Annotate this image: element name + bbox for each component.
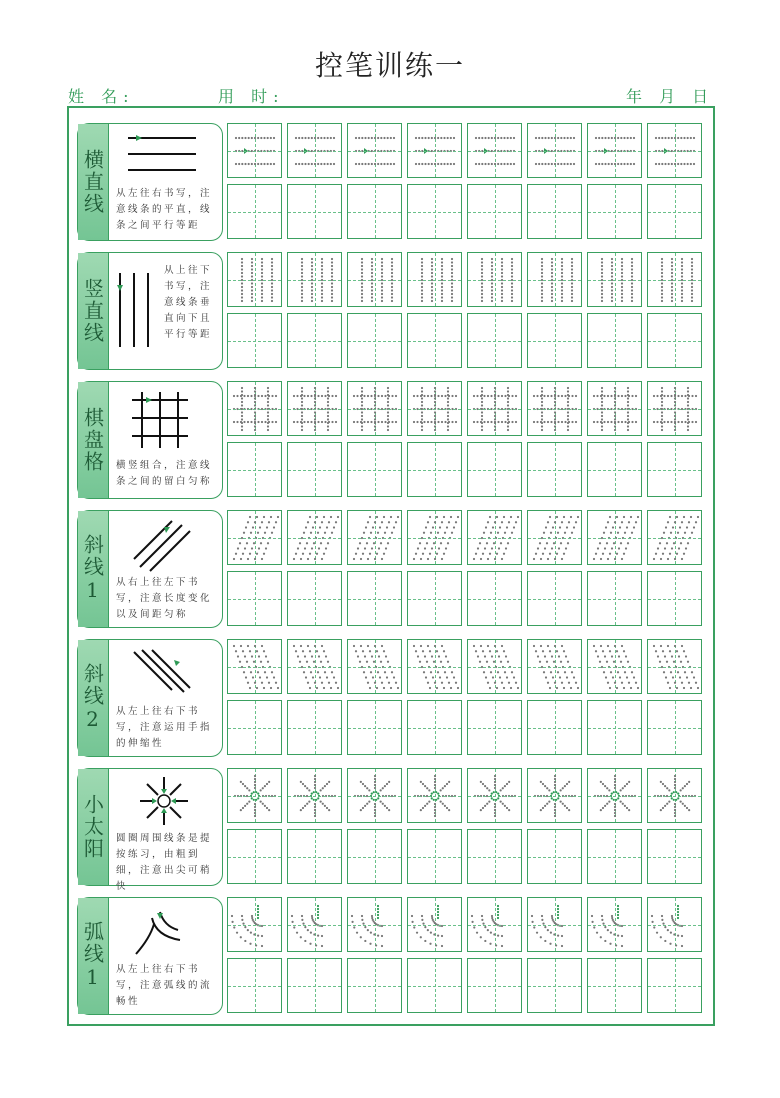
trace-cell[interactable] [227,381,282,436]
trace-cell[interactable] [347,768,402,823]
trace-pattern [528,898,583,953]
arrow-icon [117,285,123,291]
trace-cell[interactable] [647,510,702,565]
trace-pattern [288,382,343,437]
blank-practice-cell[interactable] [527,958,582,1013]
blank-practice-cell[interactable] [587,571,642,626]
trace-pattern [588,898,643,953]
blank-practice-cell[interactable] [647,313,702,368]
trace-pattern [228,511,283,566]
blank-practice-cell[interactable] [287,442,342,497]
trace-pattern [648,124,703,179]
trace-cell[interactable] [527,252,582,307]
blank-practice-cell[interactable] [227,313,282,368]
trace-pattern [528,769,583,824]
blank-practice-cell[interactable] [467,700,522,755]
blank-practice-cell[interactable] [587,313,642,368]
blank-practice-cell[interactable] [527,829,582,884]
trace-cell[interactable] [287,252,342,307]
trace-pattern [348,253,403,308]
blank-practice-cell[interactable] [527,571,582,626]
trace-pattern [468,769,523,824]
trace-pattern [408,769,463,824]
blank-practice-cell[interactable] [407,700,462,755]
blank-practice-cell[interactable] [227,700,282,755]
trace-pattern [528,382,583,437]
trace-pattern [228,898,283,953]
blank-practice-cell[interactable] [647,442,702,497]
trace-pattern [468,382,523,437]
trace-pattern [348,124,403,179]
trace-cell[interactable] [587,123,642,178]
trace-pattern [528,124,583,179]
trace-cell[interactable] [587,897,642,952]
trace-cell[interactable] [527,123,582,178]
trace-pattern [588,124,643,179]
trace-cell[interactable] [527,510,582,565]
blank-practice-cell[interactable] [227,184,282,239]
trace-pattern [648,511,703,566]
trace-pattern [408,511,463,566]
trace-pattern [408,382,463,437]
time-label: 用 时: [218,87,285,106]
date-label: 年 月 日 [626,87,715,106]
trace-pattern [288,511,343,566]
trace-cell[interactable] [407,510,462,565]
exercise-description: 从左上往右下书写，注意弧线的流畅性 [116,964,213,1007]
exercise-card [77,897,223,1015]
trace-cell[interactable] [467,381,522,436]
trace-pattern [348,769,403,824]
exercise-label: 斜线1 [80,534,105,604]
trace-cell[interactable] [347,252,402,307]
practice-grid[interactable] [227,639,707,757]
exercise-description: 从左往右书写，注意线条的平直，线条之间平行等距 [116,188,213,231]
practice-grid[interactable] [227,252,707,370]
arrow-icon [136,135,142,141]
blank-practice-cell[interactable] [467,313,522,368]
blank-practice-cell[interactable] [347,571,402,626]
exercise-card [77,768,223,892]
trace-pattern [228,382,283,437]
blank-practice-cell[interactable] [527,184,582,239]
trace-cell[interactable] [647,768,702,823]
blank-practice-cell[interactable] [287,958,342,1013]
blank-practice-cell[interactable] [287,571,342,626]
blank-practice-cell[interactable] [287,829,342,884]
grid-illustration [128,390,192,452]
trace-cell[interactable] [587,510,642,565]
trace-cell[interactable] [227,123,282,178]
practice-grid[interactable] [227,768,707,886]
sun-illustration [136,773,192,829]
trace-cell[interactable] [647,897,702,952]
trace-cell[interactable] [347,123,402,178]
exercise-row-diagonal-2 [77,639,713,757]
exercise-label: 小太阳 [80,794,105,860]
trace-cell[interactable] [227,897,282,952]
blank-practice-cell[interactable] [347,313,402,368]
blank-practice-cell[interactable] [407,184,462,239]
arrow-icon [164,527,170,533]
arrow-icon [174,660,180,666]
trace-pattern [408,253,463,308]
practice-frame [67,106,715,1026]
blank-practice-cell[interactable] [587,958,642,1013]
exercise-description: 从左上往右下书写，注意运用手指的伸缩性 [116,706,213,749]
exercise-row-horizontal [77,123,713,241]
diagonal-lines-illustration [128,517,194,573]
trace-cell[interactable] [347,510,402,565]
trace-cell[interactable] [347,639,402,694]
exercise-description: 从上往下书写，注意线条垂直向下且平行等距 [164,265,213,340]
trace-pattern [528,640,583,695]
blank-practice-cell[interactable] [467,184,522,239]
horizontal-lines-illustration [122,132,202,182]
blank-practice-cell[interactable] [227,958,282,1013]
trace-cell[interactable] [407,768,462,823]
exercise-label: 横直线 [80,149,105,215]
trace-cell[interactable] [347,897,402,952]
blank-practice-cell[interactable] [527,442,582,497]
trace-cell[interactable] [467,123,522,178]
trace-cell[interactable] [227,252,282,307]
blank-practice-cell[interactable] [287,700,342,755]
trace-pattern [648,640,703,695]
trace-cell[interactable] [647,123,702,178]
trace-pattern [348,382,403,437]
trace-pattern [588,640,643,695]
exercise-row-grid [77,381,713,499]
trace-cell[interactable] [527,897,582,952]
blank-practice-cell[interactable] [467,958,522,1013]
blank-practice-cell[interactable] [647,571,702,626]
blank-practice-cell[interactable] [407,829,462,884]
blank-practice-cell[interactable] [647,184,702,239]
trace-cell[interactable] [287,639,342,694]
trace-pattern [648,898,703,953]
practice-grid[interactable] [227,123,707,241]
blank-practice-cell[interactable] [407,958,462,1013]
blank-practice-cell[interactable] [287,313,342,368]
blank-practice-cell[interactable] [647,700,702,755]
trace-cell[interactable] [287,897,342,952]
trace-pattern [348,898,403,953]
blank-practice-cell[interactable] [647,829,702,884]
exercise-row-vertical [77,252,713,370]
trace-pattern [588,382,643,437]
blank-practice-cell[interactable] [347,700,402,755]
trace-cell[interactable] [467,897,522,952]
blank-practice-cell[interactable] [467,829,522,884]
trace-pattern [288,898,343,953]
blank-practice-cell[interactable] [287,184,342,239]
blank-practice-cell[interactable] [587,700,642,755]
trace-pattern [288,124,343,179]
trace-pattern [468,898,523,953]
name-label: 姓 名: [68,87,135,106]
exercise-card [77,381,223,499]
trace-cell[interactable] [467,252,522,307]
exercise-row-sun [77,768,713,892]
trace-pattern [288,769,343,824]
practice-grid[interactable] [227,897,707,1015]
exercise-card [77,639,223,757]
trace-cell[interactable] [467,510,522,565]
trace-cell[interactable] [407,381,462,436]
blank-practice-cell[interactable] [587,829,642,884]
blank-practice-cell[interactable] [407,313,462,368]
exercise-card [77,252,223,370]
blank-practice-cell[interactable] [647,958,702,1013]
trace-cell[interactable] [647,252,702,307]
trace-pattern [528,253,583,308]
trace-cell[interactable] [527,381,582,436]
blank-practice-cell[interactable] [227,442,282,497]
exercise-label: 弧线1 [80,921,105,991]
trace-cell[interactable] [587,252,642,307]
blank-practice-cell[interactable] [587,184,642,239]
exercise-description: 从右上往左下书写，注意长度变化以及间距匀称 [116,577,213,620]
trace-cell[interactable] [647,639,702,694]
blank-practice-cell[interactable] [467,571,522,626]
trace-pattern [408,898,463,953]
trace-cell[interactable] [527,768,582,823]
trace-pattern [348,511,403,566]
arc-illustration [130,904,194,960]
trace-pattern [588,253,643,308]
trace-cell[interactable] [527,639,582,694]
trace-cell[interactable] [287,510,342,565]
trace-pattern [228,124,283,179]
trace-pattern [408,640,463,695]
blank-practice-cell[interactable] [527,313,582,368]
exercise-row-diagonal-1 [77,510,713,628]
trace-cell[interactable] [287,381,342,436]
trace-cell[interactable] [287,768,342,823]
blank-practice-cell[interactable] [467,442,522,497]
practice-grid[interactable] [227,381,707,499]
trace-cell[interactable] [647,381,702,436]
exercise-row-arc [77,897,713,1015]
vertical-lines-illustration [112,267,162,357]
trace-cell[interactable] [227,510,282,565]
exercise-label: 棋盘格 [80,407,105,473]
trace-pattern [648,769,703,824]
blank-practice-cell[interactable] [227,829,282,884]
blank-practice-cell[interactable] [407,571,462,626]
trace-pattern [228,769,283,824]
page-title: 控笔训练一 [314,49,465,82]
trace-pattern [468,124,523,179]
trace-cell[interactable] [467,639,522,694]
blank-practice-cell[interactable] [527,700,582,755]
blank-practice-cell[interactable] [347,184,402,239]
trace-pattern [588,769,643,824]
trace-pattern [528,511,583,566]
trace-cell[interactable] [227,768,282,823]
blank-practice-cell[interactable] [407,442,462,497]
trace-pattern [288,253,343,308]
trace-pattern [288,640,343,695]
trace-cell[interactable] [407,897,462,952]
diagonal-lines-illustration [128,646,194,702]
trace-cell[interactable] [227,639,282,694]
trace-cell[interactable] [407,252,462,307]
trace-cell[interactable] [347,381,402,436]
blank-practice-cell[interactable] [347,442,402,497]
exercise-label: 竖直线 [80,278,105,344]
trace-cell[interactable] [587,639,642,694]
blank-practice-cell[interactable] [587,442,642,497]
trace-pattern [408,124,463,179]
trace-cell[interactable] [287,123,342,178]
trace-pattern [348,640,403,695]
trace-cell[interactable] [587,381,642,436]
trace-cell[interactable] [467,768,522,823]
trace-pattern [228,640,283,695]
trace-pattern [648,382,703,437]
exercise-card [77,123,223,241]
exercise-description: 横竖组合，注意线条之间的留白匀称 [116,460,213,487]
trace-pattern [468,511,523,566]
trace-cell[interactable] [587,768,642,823]
arrow-icon [146,397,152,403]
trace-pattern [588,511,643,566]
practice-grid[interactable] [227,510,707,628]
trace-pattern [648,253,703,308]
blank-practice-cell[interactable] [347,958,402,1013]
blank-practice-cell[interactable] [227,571,282,626]
trace-cell[interactable] [407,639,462,694]
exercise-description: 圆圈周围线条是提按练习，由粗到细，注意出尖可稍快 [116,833,213,892]
trace-pattern [228,253,283,308]
blank-practice-cell[interactable] [347,829,402,884]
trace-pattern [468,253,523,308]
exercise-label: 斜线2 [80,663,105,733]
trace-cell[interactable] [407,123,462,178]
trace-pattern [468,640,523,695]
exercise-card [77,510,223,628]
